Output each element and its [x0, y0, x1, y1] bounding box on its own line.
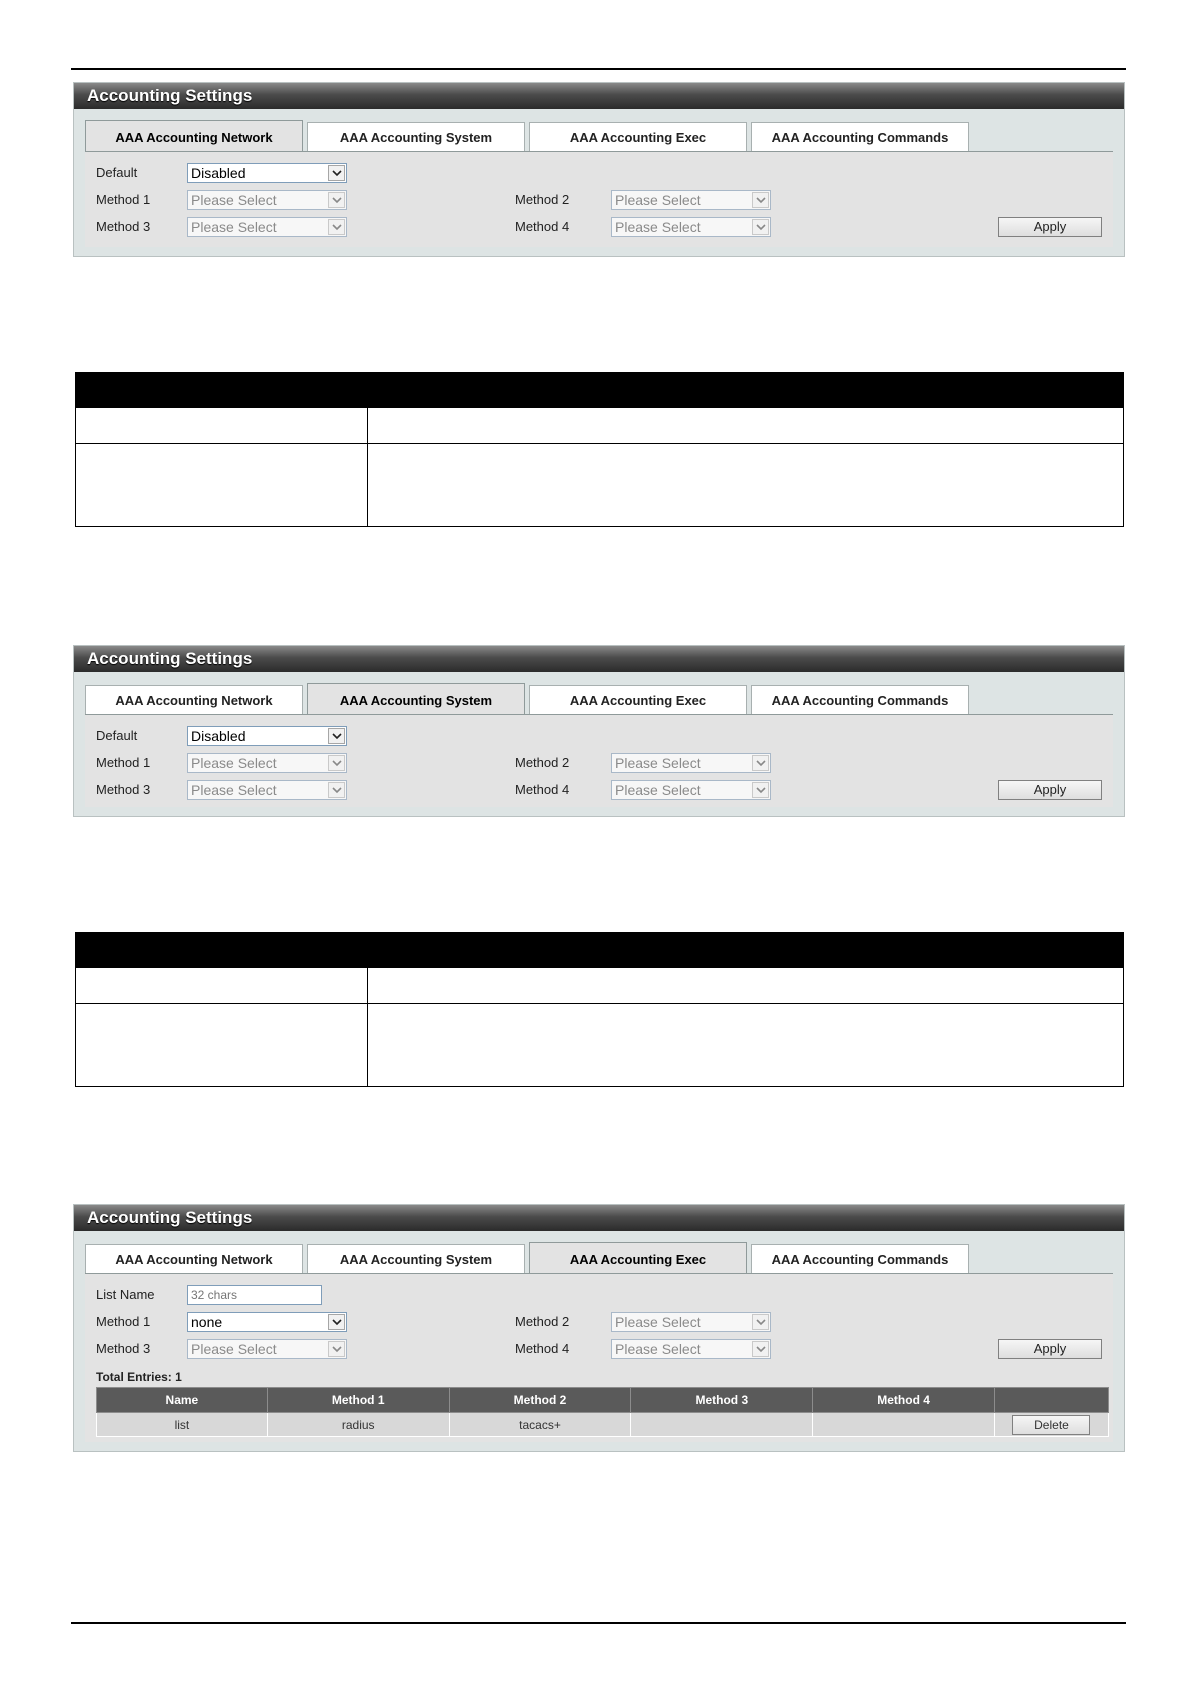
default-label: Default	[96, 165, 138, 180]
col-name: Name	[97, 1388, 268, 1413]
chevron-down-icon	[328, 1341, 345, 1357]
table-row	[76, 1004, 1124, 1087]
tab-aaa-accounting-system[interactable]: AAA Accounting System	[307, 683, 525, 714]
delete-button[interactable]: Delete	[1012, 1415, 1090, 1435]
parameter-table	[75, 372, 1124, 527]
method2-label: Method 2	[515, 1314, 570, 1329]
method3-label: Method 3	[96, 782, 151, 797]
chevron-down-icon	[752, 1341, 769, 1357]
tab-aaa-accounting-exec[interactable]: AAA Accounting Exec	[529, 122, 747, 151]
chevron-down-icon	[328, 192, 345, 208]
method4-label: Method 4	[515, 219, 570, 234]
chevron-down-icon	[328, 219, 345, 235]
cell-method4	[813, 1413, 995, 1437]
apply-button[interactable]: Apply	[998, 1339, 1102, 1359]
table-header-row	[76, 373, 1124, 408]
method2-label: Method 2	[515, 192, 570, 207]
default-select[interactable]: Disabled	[187, 163, 347, 183]
chevron-down-icon	[328, 1314, 345, 1330]
chevron-down-icon	[752, 1314, 769, 1330]
chevron-down-icon	[752, 219, 769, 235]
tab-aaa-accounting-system[interactable]: AAA Accounting System	[307, 1244, 525, 1273]
tab-aaa-accounting-exec[interactable]: AAA Accounting Exec	[529, 685, 747, 714]
accounting-settings-panel-system	[73, 645, 1125, 817]
default-select[interactable]: Disabled	[187, 726, 347, 746]
col-method2: Method 2	[449, 1388, 631, 1413]
tab-aaa-accounting-exec[interactable]: AAA Accounting Exec	[529, 1242, 747, 1273]
tab-content	[85, 152, 1113, 247]
tab-bar	[85, 685, 1113, 715]
chevron-down-icon	[752, 782, 769, 798]
method4-label: Method 4	[515, 782, 570, 797]
tab-aaa-accounting-commands[interactable]: AAA Accounting Commands	[751, 685, 969, 714]
cell-action	[994, 1413, 1108, 1437]
method1-select[interactable]: Please Select	[187, 753, 347, 773]
accounting-settings-panel-exec	[73, 1204, 1125, 1452]
col-method3: Method 3	[631, 1388, 813, 1413]
total-entries: Total Entries: 1	[96, 1370, 182, 1384]
method1-select[interactable]: Please Select	[187, 190, 347, 210]
chevron-down-icon	[328, 728, 345, 744]
col-method4: Method 4	[813, 1388, 995, 1413]
parameter-table	[75, 932, 1124, 1087]
chevron-down-icon	[752, 192, 769, 208]
apply-button[interactable]: Apply	[998, 780, 1102, 800]
method3-select[interactable]: Please Select	[187, 1339, 347, 1359]
chevron-down-icon	[328, 755, 345, 771]
list-name-label: List Name	[96, 1287, 155, 1302]
method3-label: Method 3	[96, 219, 151, 234]
entries-header-row	[97, 1388, 1109, 1413]
table-row	[76, 968, 1124, 1004]
col-action	[994, 1388, 1108, 1413]
top-rule	[71, 68, 1126, 70]
panel-title: Accounting Settings	[74, 1205, 1124, 1231]
table-row	[76, 444, 1124, 527]
list-name-input[interactable]	[187, 1285, 322, 1305]
cell-method2: tacacs+	[449, 1413, 631, 1437]
cell-method3	[631, 1413, 813, 1437]
accounting-settings-panel-network	[73, 82, 1125, 257]
tab-aaa-accounting-system[interactable]: AAA Accounting System	[307, 122, 525, 151]
tab-bar	[85, 122, 1113, 152]
tab-bar	[85, 1244, 1113, 1274]
method4-select[interactable]: Please Select	[611, 1339, 771, 1359]
method2-select[interactable]: Please Select	[611, 753, 771, 773]
tab-aaa-accounting-network[interactable]: AAA Accounting Network	[85, 1244, 303, 1273]
method1-label: Method 1	[96, 755, 151, 770]
method4-label: Method 4	[515, 1341, 570, 1356]
method4-select[interactable]: Please Select	[611, 217, 771, 237]
tab-content	[85, 715, 1113, 807]
entries-table	[96, 1387, 1109, 1437]
method4-select[interactable]: Please Select	[611, 780, 771, 800]
tab-aaa-accounting-network[interactable]: AAA Accounting Network	[85, 120, 303, 151]
table-row	[97, 1413, 1109, 1437]
method1-select[interactable]: none	[187, 1312, 347, 1332]
tab-content	[85, 1274, 1113, 1442]
tab-aaa-accounting-commands[interactable]: AAA Accounting Commands	[751, 1244, 969, 1273]
panel-title: Accounting Settings	[74, 83, 1124, 109]
chevron-down-icon	[752, 755, 769, 771]
method2-label: Method 2	[515, 755, 570, 770]
tab-aaa-accounting-commands[interactable]: AAA Accounting Commands	[751, 122, 969, 151]
table-row	[76, 408, 1124, 444]
method1-label: Method 1	[96, 1314, 151, 1329]
method2-select[interactable]: Please Select	[611, 190, 771, 210]
method1-label: Method 1	[96, 192, 151, 207]
panel-title: Accounting Settings	[74, 646, 1124, 672]
chevron-down-icon	[328, 165, 345, 181]
bottom-rule	[71, 1622, 1126, 1624]
chevron-down-icon	[328, 782, 345, 798]
method3-label: Method 3	[96, 1341, 151, 1356]
method2-select[interactable]: Please Select	[611, 1312, 771, 1332]
cell-name: list	[97, 1413, 268, 1437]
method3-select[interactable]: Please Select	[187, 217, 347, 237]
tab-aaa-accounting-network[interactable]: AAA Accounting Network	[85, 685, 303, 714]
cell-method1: radius	[267, 1413, 449, 1437]
apply-button[interactable]: Apply	[998, 217, 1102, 237]
default-label: Default	[96, 728, 138, 743]
col-method1: Method 1	[267, 1388, 449, 1413]
method3-select[interactable]: Please Select	[187, 780, 347, 800]
table-header-row	[76, 933, 1124, 968]
